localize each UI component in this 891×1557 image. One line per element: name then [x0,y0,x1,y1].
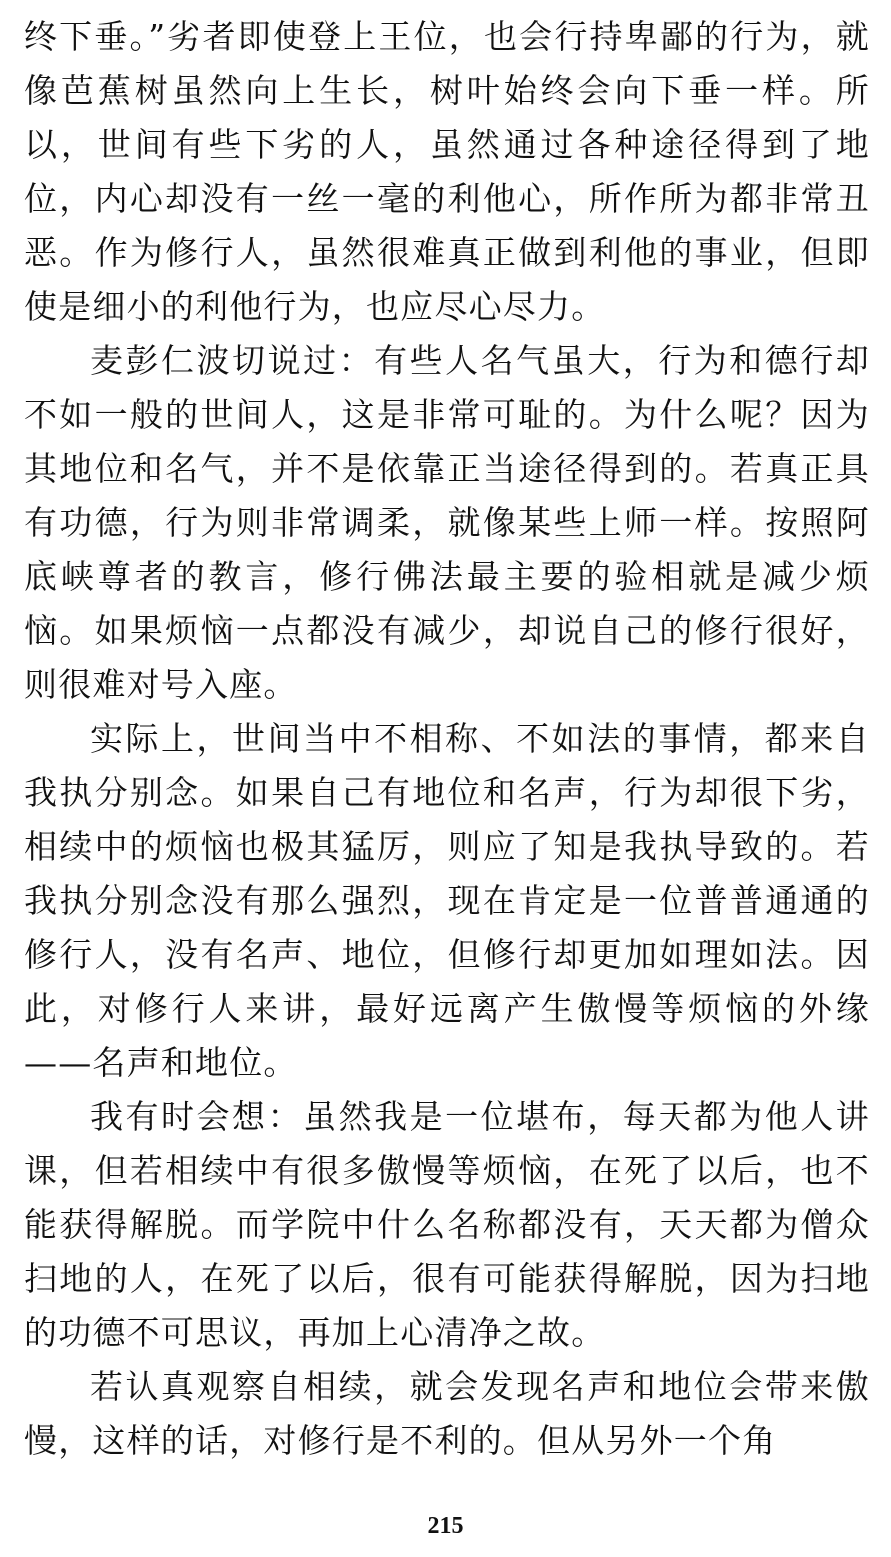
paragraph-2: 麦彭仁波切说过：有些人名气虽大，行为和德行却不如一般的世间人，这是非常可耻的。为什么呢？因为其地位和名气，并不是依靠正当途径得到的。若真正具有功德，行为则非常调柔，就像某些上师一样。按照阿底峡尊者的教言，修行佛法最主要的验相就是减少烦恼。如果烦恼一点都没有减少，却说自己的修行很好，则很难对号入座。 [24,341,870,704]
paragraph-1: 终下垂。”劣者即使登上王位，也会行持卑鄙的行为，就像芭蕉树虽然向上生长，树叶始终会向下垂一样。所以，世间有些下劣的人，虽然通过各种途径得到了地位，内心却没有一丝一毫的利他心，所作所为都非常丑恶。作为修行人，虽然很难真正做到利他的事业，但即使是细小的利他行为，也应尽心尽力。 [24,17,870,326]
paragraph-3: 实际上，世间当中不相称、不如法的事情，都来自我执分别念。如果自己有地位和名声，行为却很下劣，相续中的烦恼也极其猛厉，则应了知是我执导致的。若我执分别念没有那么强烈，现在肯定是一位普普通通的修行人，没有名声、地位，但修行却更加如理如法。因此，对修行人来讲，最好远离产生傲慢等烦恼的外缘——名声和地位。 [24,719,870,1082]
paragraph-5: 若认真观察自相续，就会发现名声和地位会带来傲慢，这样的话，对修行是不利的。但从另外一个角 [24,1367,870,1460]
paragraph-4: 我有时会想：虽然我是一位堪布，每天都为他人讲课，但若相续中有很多傲慢等烦恼，在死了以后，也不能获得解脱。而学院中什么名称都没有，天天都为僧众扫地的人，在死了以后，很有可能获得解脱，因为扫地的功德不可思议，再加上心清净之故。 [24,1097,870,1352]
page-body [24,10,870,1490]
page-number: 215 [427,1513,464,1539]
